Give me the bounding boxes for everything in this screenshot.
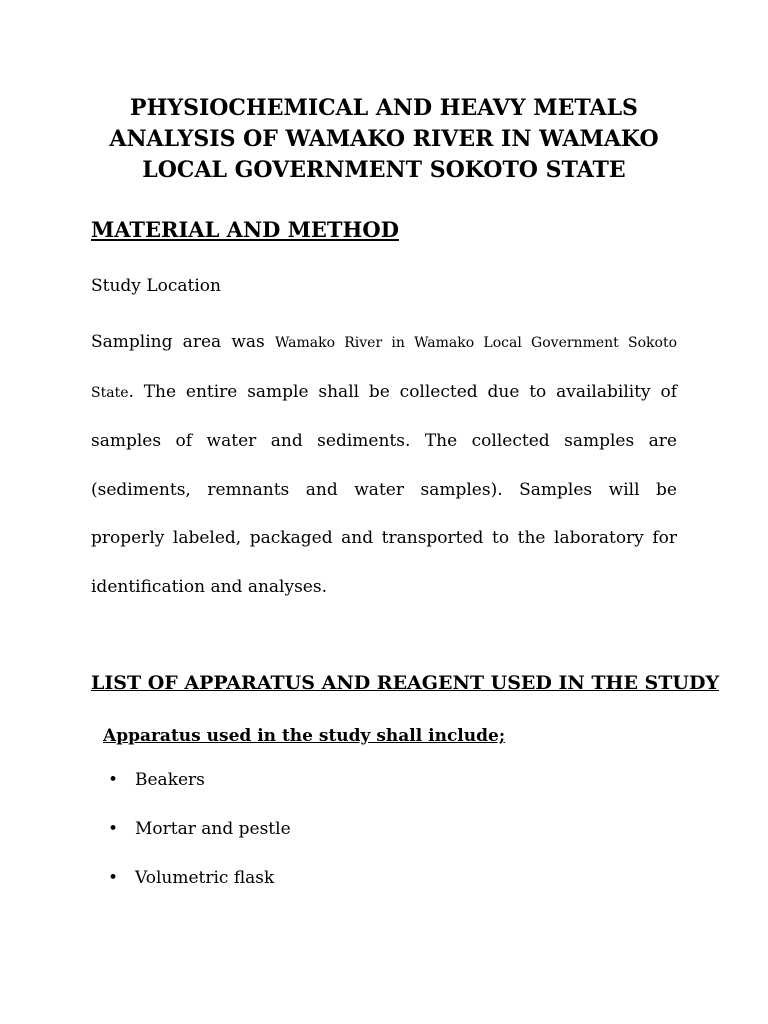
list-item-label: Mortar and pestle	[135, 819, 291, 839]
list-item	[108, 819, 291, 868]
bullet-icon: •	[108, 819, 119, 839]
apparatus-list	[108, 770, 291, 917]
bullet-icon: •	[108, 770, 119, 790]
paragraph-lead: Sampling area was	[91, 332, 275, 352]
bullet-icon: •	[108, 868, 119, 888]
list-item-label: Beakers	[135, 770, 205, 790]
document-title: PHYSIOCHEMICAL AND HEAVY METALS ANALYSIS OF WAMAKO RIVER IN WAMAKO LOCAL GOVERNMENT SOKOTO STATE	[109, 95, 659, 183]
list-item	[108, 868, 291, 917]
study-location-subheading: Study Location	[91, 276, 221, 296]
apparatus-subheading: Apparatus used in the study shall include;	[103, 726, 506, 746]
list-item	[108, 770, 291, 819]
paragraph-rest: . The entire sample shall be collected due to availability of samples of water and sediments. The collected samples are (sediments, remnants and water samples). Samples will be properly labeled, packaged and transported to the laboratory for identification and analyses.	[91, 381, 677, 597]
sampling-paragraph	[91, 318, 677, 611]
list-item-label: Volumetric flask	[135, 868, 275, 888]
paragraph-location: Wamako River in Wamako Local Government Sokoto State	[91, 335, 677, 401]
apparatus-and-reagent-heading: LIST OF APPARATUS AND REAGENT USED IN THE STUDY	[91, 672, 720, 694]
material-and-method-heading: MATERIAL AND METHOD	[91, 217, 399, 242]
